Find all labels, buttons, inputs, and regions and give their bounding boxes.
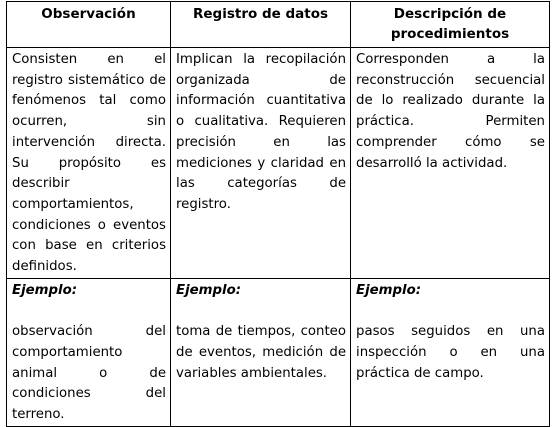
header-observacion: Observación — [7, 2, 171, 48]
example-cell-observacion — [7, 278, 171, 426]
example-cell-procedimientos — [351, 278, 550, 426]
methods-table — [6, 1, 550, 427]
example-label: Ejemplo: — [12, 282, 78, 298]
example-row — [7, 278, 550, 426]
description-procedimientos: Corresponden a la reconstrucción secuencial de lo realizado durante la práctica. Permiten comprender cómo se desarrolló la actividad. — [351, 48, 550, 279]
example-registro-de-datos: toma de tiempos, conteo de eventos, medición de variables ambientales. — [176, 324, 346, 381]
example-label: Ejemplo: — [176, 282, 242, 298]
description-observacion: Consisten en el registro sistemático de fenómenos tal como ocurren, sin intervención directa. Su propósito es describir comportamientos, condiciones o eventos con base en criterios definidos. — [7, 48, 171, 279]
example-cell-registro-de-datos — [171, 278, 351, 426]
example-procedimientos: pasos seguidos en una inspección o en una práctica de campo. — [356, 324, 545, 381]
header-descripcion-de-procedimientos: Descripción de procedimientos — [351, 2, 550, 48]
description-row — [7, 48, 550, 279]
example-observacion: observación del comportamiento animal o de condiciones del terreno. — [12, 324, 166, 422]
example-label: Ejemplo: — [356, 282, 422, 298]
header-registro-de-datos: Registro de datos — [171, 2, 351, 48]
header-row — [7, 2, 550, 48]
description-registro-de-datos: Implican la recopilación organizada de información cuantitativa o cualitativa. Requieren precisión en las mediciones y claridad en las categorías de registro. — [171, 48, 351, 279]
